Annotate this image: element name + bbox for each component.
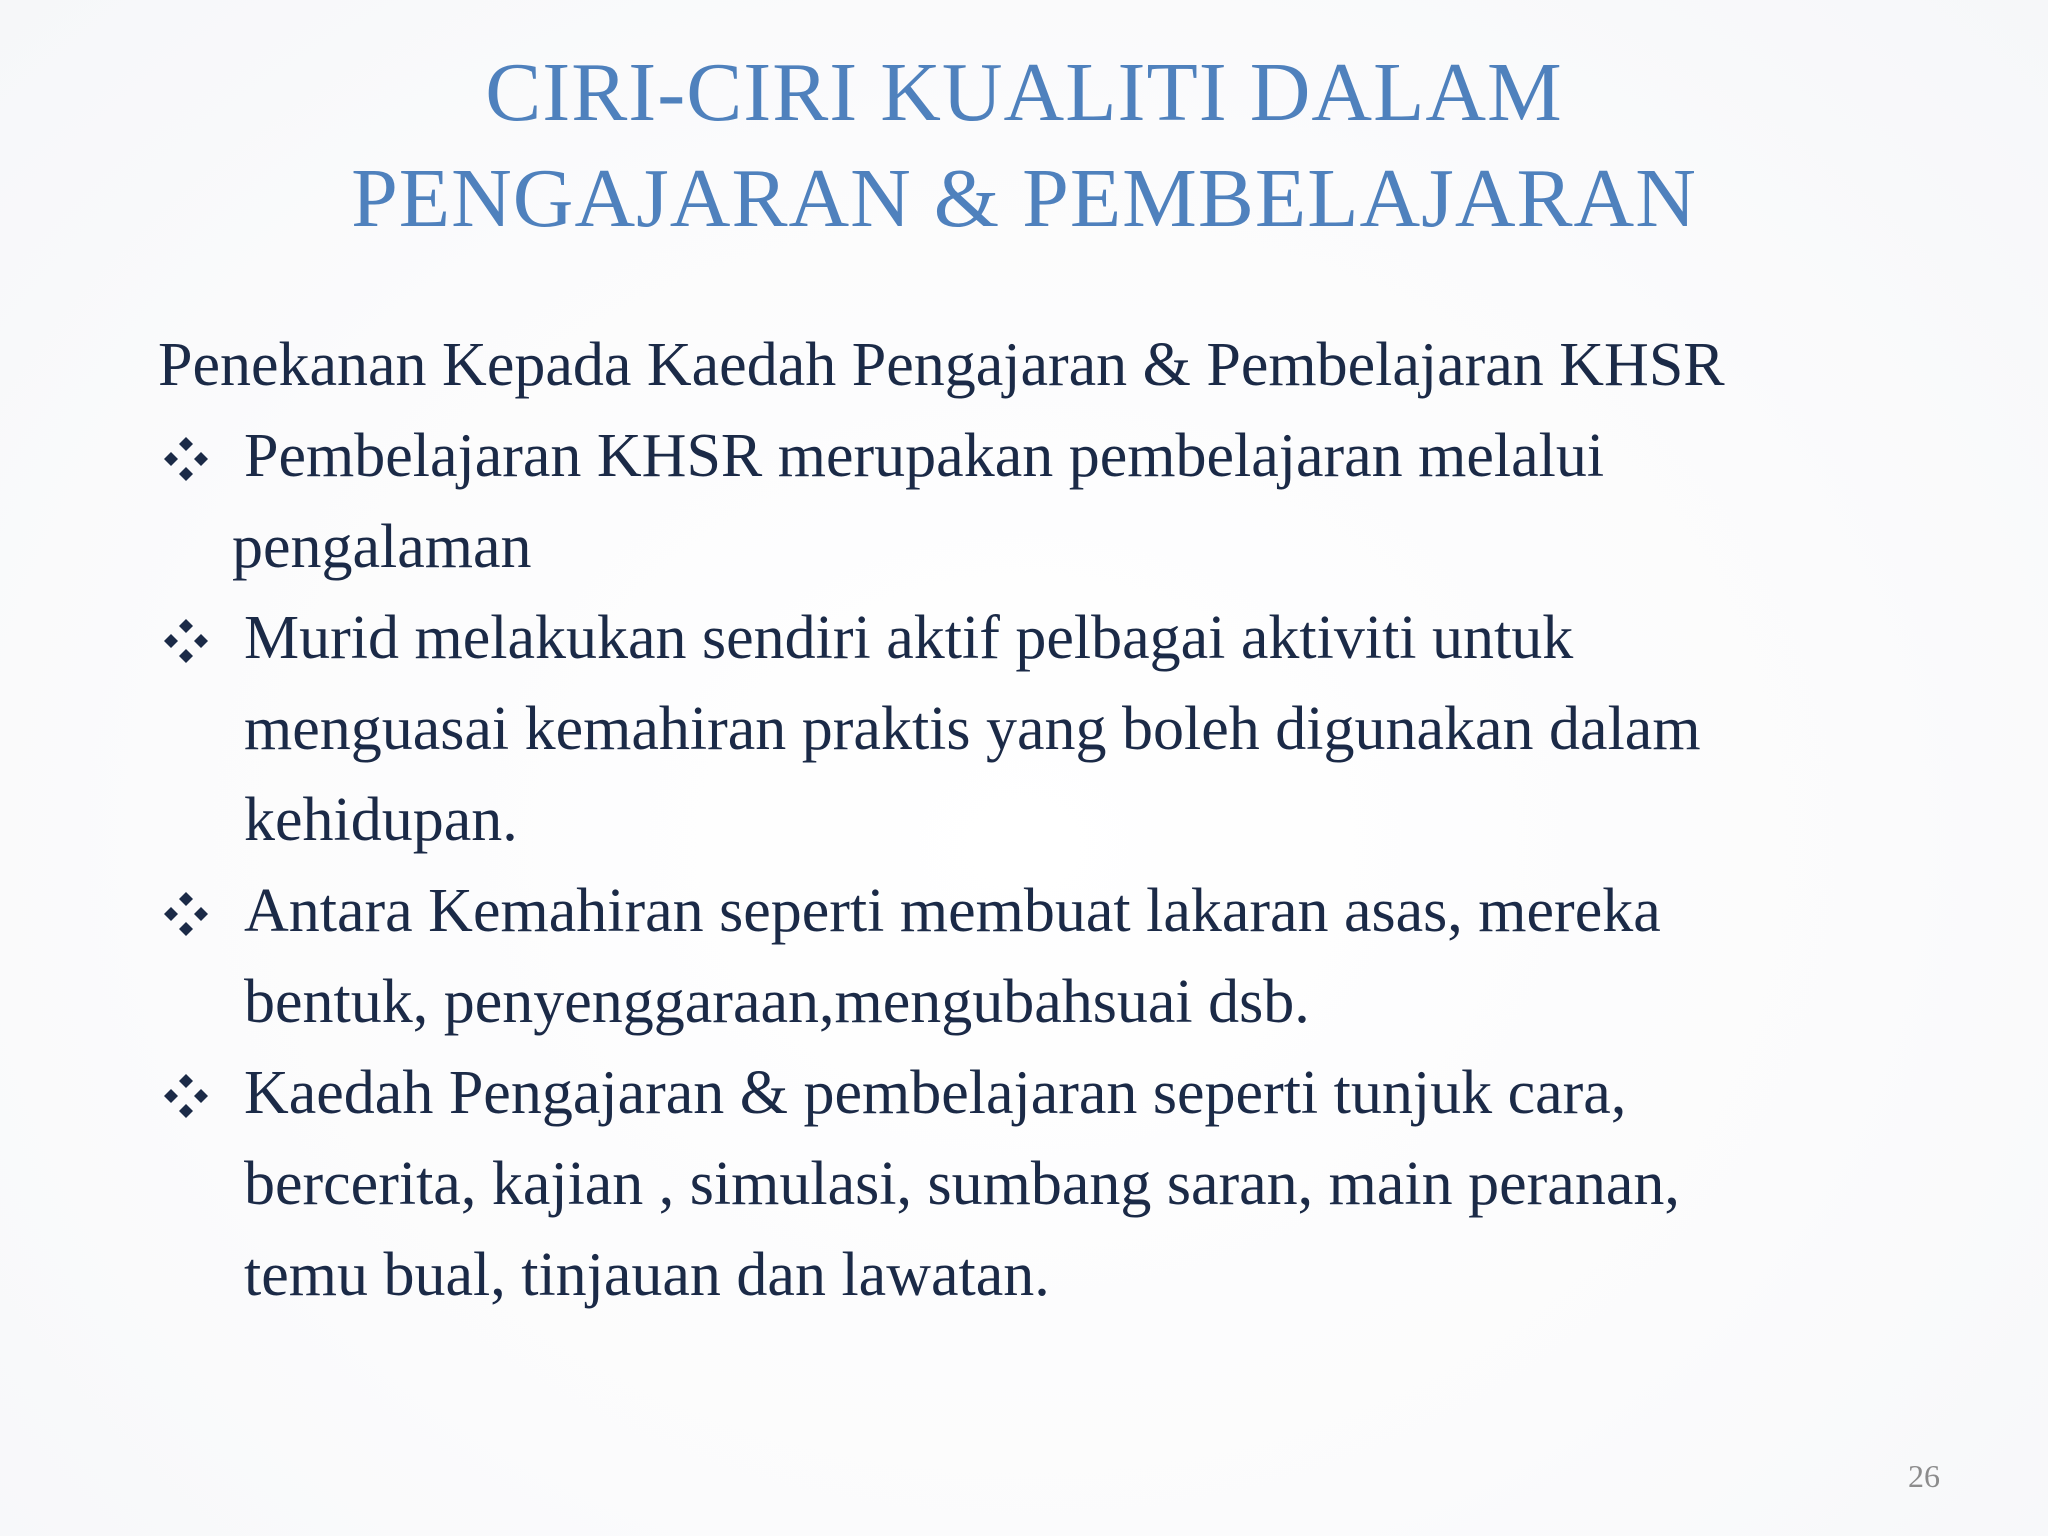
bullet-line: Pembelajaran KHSR merupakan pembelajaran melalui — [244, 422, 1605, 490]
bullet-line: temu bual, tinjauan dan lawatan. — [244, 1241, 1050, 1309]
four-diamond-bullet-icon — [162, 890, 210, 938]
four-diamond-bullet-icon — [162, 617, 210, 665]
bullet-item — [158, 866, 1918, 1048]
bullet-item — [158, 1048, 1918, 1321]
body-heading: Penekanan Kepada Kaedah Pengajaran & Pembelajaran KHSR — [158, 331, 1725, 399]
bullet-line: Murid melakukan sendiri aktif pelbagai aktiviti untuk — [244, 604, 1574, 672]
bullet-text — [244, 866, 1918, 1048]
bullet-line: bercerita, kajian , simulasi, sumbang saran, main peranan, — [244, 1150, 1680, 1218]
bullet-line: menguasai kemahiran praktis yang boleh digunakan dalam — [244, 695, 1701, 763]
bullet-item — [158, 593, 1918, 866]
bullet-line: Antara Kemahiran seperti membuat lakaran asas, mereka — [244, 877, 1661, 945]
bullet-line: bentuk, penyenggaraan,mengubahsuai dsb. — [244, 968, 1310, 1036]
slide-title-line-1: CIRI-CIRI KUALITI DALAM — [485, 46, 1563, 139]
bullet-text — [232, 411, 1918, 593]
bullet-text — [244, 593, 1918, 866]
slide-title — [0, 40, 2048, 252]
slide-title-line-2: PENGAJARAN & PEMBELAJARAN — [351, 152, 1697, 245]
bullet-line: Kaedah Pengajaran & pembelajaran seperti tunjuk cara, — [244, 1059, 1627, 1127]
bullet-text — [244, 1048, 1918, 1321]
bullet-line: pengalaman — [232, 513, 532, 581]
bullet-line: kehidupan. — [244, 786, 518, 854]
slide-body — [158, 320, 1918, 1321]
four-diamond-bullet-icon — [162, 435, 210, 483]
bullet-item — [158, 411, 1918, 593]
four-diamond-bullet-icon — [162, 1072, 210, 1120]
page-number: 26 — [1908, 1458, 1940, 1494]
